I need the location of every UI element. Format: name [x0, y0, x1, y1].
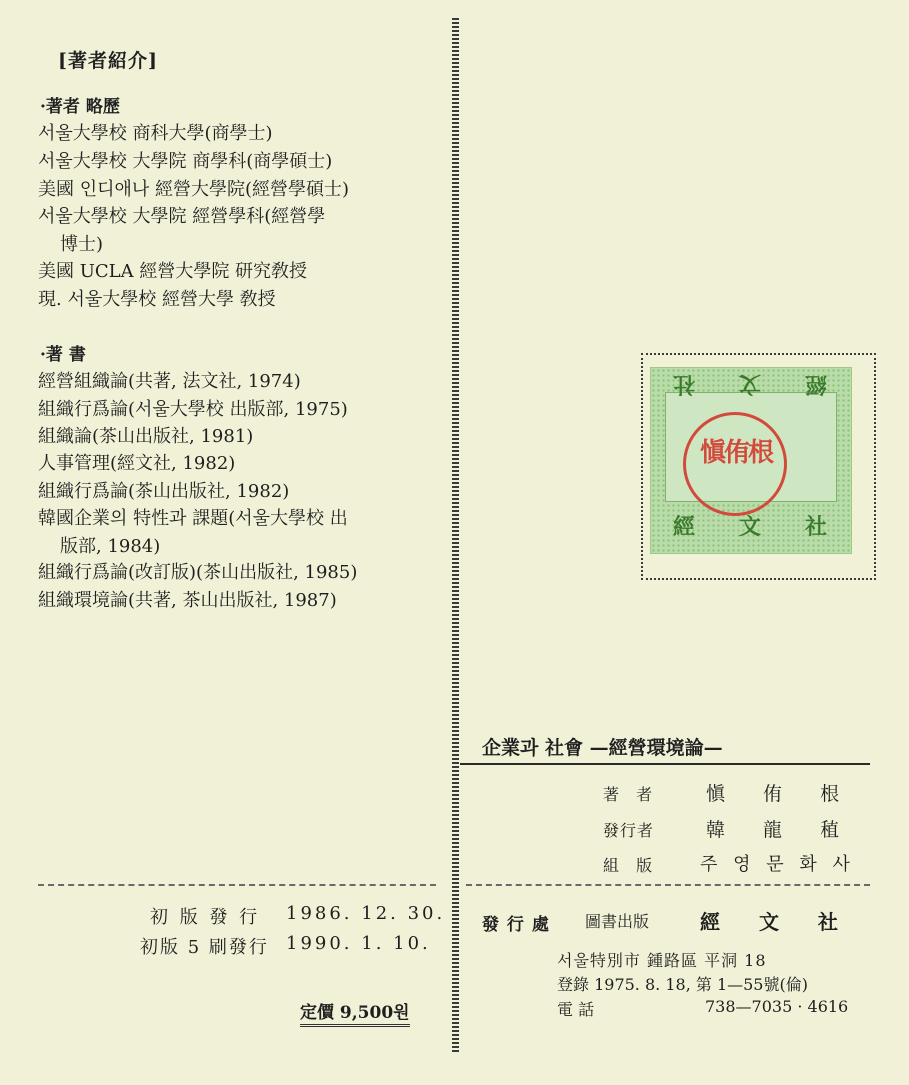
book-item: 組織環境論(共著, 茶山出版社, 1987): [38, 590, 337, 611]
dashed-divider: [38, 884, 436, 886]
phone-number: 738—7035 · 4616: [705, 997, 849, 1016]
career-heading: ·著者 略歷: [40, 97, 120, 117]
book-item: 組織行爲論(茶山出版社, 1982): [38, 481, 290, 502]
publisher-address: 서울特別市 鍾路區 平洞 18: [557, 951, 767, 970]
career-line: 美國 UCLA 經營大學院 研究敎授: [38, 261, 308, 282]
career-line: 現. 서울大學校 經營大學 敎授: [38, 289, 276, 310]
phone-label: 電 話: [557, 1000, 595, 1019]
colophon-value: 愼 侑 根: [706, 783, 856, 805]
colophon-label: 著 者: [603, 785, 659, 804]
stamp-char: 經: [673, 514, 696, 540]
publisher-label: 發 行 處: [482, 915, 550, 935]
edition-date: 1986. 12. 30.: [286, 903, 446, 924]
stamp-char: 文: [739, 371, 762, 397]
colophon-value: 주 영 문 화 사: [700, 854, 855, 875]
book-item: 組織行爲論(서울大學校 出版部, 1975): [38, 399, 348, 420]
edition-date: 1990. 1. 10.: [286, 933, 431, 954]
seal-text: 愼侑根: [700, 438, 773, 468]
stamp-char: 文: [739, 514, 762, 540]
colophon-rule: [460, 763, 870, 765]
registration: 登錄 1975. 8. 18, 第 1—55號(倫): [557, 975, 808, 994]
price: 定價 9,500원: [300, 998, 410, 1027]
edition-label: 初版 5 刷發行: [140, 937, 269, 958]
dashed-divider: [466, 884, 870, 886]
book-item: 經營組織論(共著, 法文社, 1974): [38, 371, 301, 392]
stamp-char: 社: [673, 371, 696, 397]
colophon-label: 發行者: [603, 821, 655, 840]
book-item: 組織行爲論(改訂版)(茶山出版社, 1985): [38, 562, 358, 583]
career-line: 서울大學校 大學院 經營學科(經營學: [38, 206, 326, 227]
book-item: 人事管理(經文社, 1982): [38, 453, 236, 474]
colophon-value: 韓 龍 稙: [706, 819, 856, 841]
book-item: 版部, 1984): [60, 536, 161, 557]
publisher-name: 經 文 社: [700, 910, 854, 934]
career-line: 서울大學校 大學院 商學科(商學碩士): [38, 151, 333, 172]
stamp-char: 經: [805, 371, 828, 397]
career-line: 서울大學校 商科大學(商學士): [38, 123, 273, 144]
books-heading: ·著 書: [40, 345, 86, 365]
publisher-type: 圖書出版: [585, 912, 650, 931]
edition-label: 初 版 發 行: [150, 907, 261, 928]
book-title: 企業과 社會 —經營環境論—: [482, 737, 723, 759]
stamp-char: 社: [805, 514, 828, 540]
colophon-label: 組 版: [603, 856, 659, 875]
book-item: 韓國企業의 特性과 課題(서울大學校 出: [38, 508, 348, 529]
career-line: 美國 인디애나 經營大學院(經營學碩士): [38, 179, 350, 200]
author-intro-title: [著者紹介]: [58, 50, 158, 72]
perforation-divider: [452, 18, 459, 1053]
career-line: 博士): [60, 234, 104, 255]
book-item: 組織論(茶山出版社, 1981): [38, 426, 254, 447]
